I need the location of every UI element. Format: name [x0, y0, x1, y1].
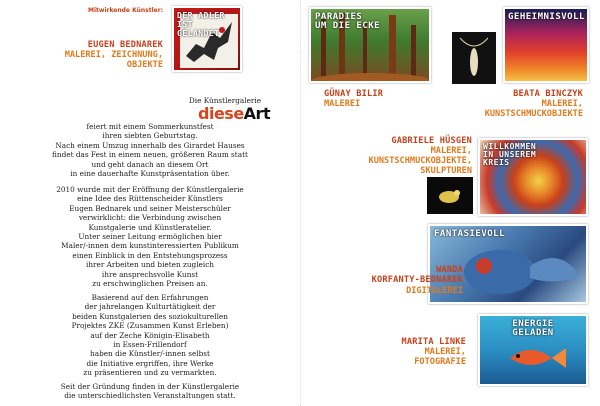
- artist-name-bilir: GÜNAY BILIR: [324, 89, 384, 99]
- paragraph-4: Seit der Gründung finden in der Künstlergalerie die unterschiedlichsten Veranstaltungen statt.: [60, 382, 240, 401]
- huesgen-artwork-photo: [478, 138, 588, 216]
- paragraph-2: 2010 wurde mit der Eröffnung der Künstlergalerie eine Idee des Rüttenscheider Künstlers Eugen Bednarek und seiner Meisterschüler verwirklicht: die Verbindung zwischen Kunstgalerie und Künstleratelier. Unter seiner Leitung ermöglichen hier Maler/-innen dem kunstinteressierten Publikum einen Einblick in den Entstehungsprozess ihrer Arbeiten und bieten zugleich ihre ansprechsvolle Kunst zu erschwinglichen Preisen an.: [56, 185, 244, 289]
- artist-disciplines-huesgen: MALEREI, KUNSTSCHMUCKOBJEKTE, SKULPTUREN: [368, 146, 472, 176]
- artist-disciplines-korfanty: DIGITALEREI: [406, 286, 463, 296]
- pendant-icon: [452, 32, 496, 84]
- artist-disciplines-linke: MALEREI, FOTOGRAFIE: [414, 347, 466, 367]
- artist-name-binczyk: BEATA BINCZYK: [513, 89, 583, 99]
- artist-name-linke: MARITA LINKE: [401, 337, 466, 347]
- frog-icon: [427, 177, 473, 214]
- artist-name-korfanty: WANDA KORFANTY-BEDNAREK: [371, 265, 463, 285]
- bilir-artwork-photo: [309, 7, 431, 83]
- intro-text: Die Künstlergalerie: [188, 96, 262, 105]
- fold-line: [300, 0, 301, 406]
- gallery-logo: dieseArt: [198, 104, 271, 123]
- bilir-photo-title: PARADIES UM DIE ECKE: [315, 12, 381, 31]
- bednarek-photo-title: DER ADLER IST GELANDET: [177, 11, 225, 38]
- binczyk-artwork-photo: [503, 7, 589, 83]
- linke-photo-title: ENERGIE GELADEN: [512, 319, 554, 338]
- binczyk-photo-title: GEHEIMNISVOLL: [508, 12, 585, 22]
- artist-disciplines-bednarek: MALEREI, ZEICHNUNG, OBJEKTE: [64, 50, 163, 70]
- frog-sculpture-photo: [427, 177, 473, 214]
- contributors-heading: Mitwirkende Künstler:: [88, 7, 164, 14]
- artist-disciplines-binczyk: MALEREI, KUNSTSCHMUCKOBJEKTE: [484, 99, 583, 119]
- bednarek-artwork-photo: [172, 6, 242, 72]
- artist-name-bednarek: EUGEN BEDNAREK: [87, 40, 163, 50]
- korfanty-photo-title: FANTASIEVOLL: [434, 229, 506, 239]
- pendant-photo: [452, 32, 496, 84]
- paragraph-3: Basierend auf den Erfahrungen der jahrelangen Kulturtätigkeit der beiden Kunstgalerien des soziokulturellen Projektes ZKE (Zusammen Kunst Erleben) auf der Zeche Königin-Elisabeth in Essen-Frillendorf haben die Künstler/-innen selbst die Initiative ergriffen, ihre Werke zu präsentieren und zu vermarkten.: [71, 293, 229, 378]
- paragraph-1: feiert mit einem Sommerkunstfest ihren siebten Geburtstag. Nach einem Umzug innerhalb des Girardet Hauses findet das Fest in einem neuen, größeren Raum statt und geht danach an diesem Ort in eine dauerhafte Kunstpräsentation über.: [52, 122, 248, 179]
- artist-name-huesgen: GABRIELE HÜSGEN: [391, 136, 472, 146]
- linke-artwork-photo: [478, 314, 588, 386]
- huesgen-photo-title: WILLKOMMEN IN UNSEREM KREIS: [483, 142, 537, 167]
- artist-disciplines-bilir: MALEREI: [324, 99, 361, 109]
